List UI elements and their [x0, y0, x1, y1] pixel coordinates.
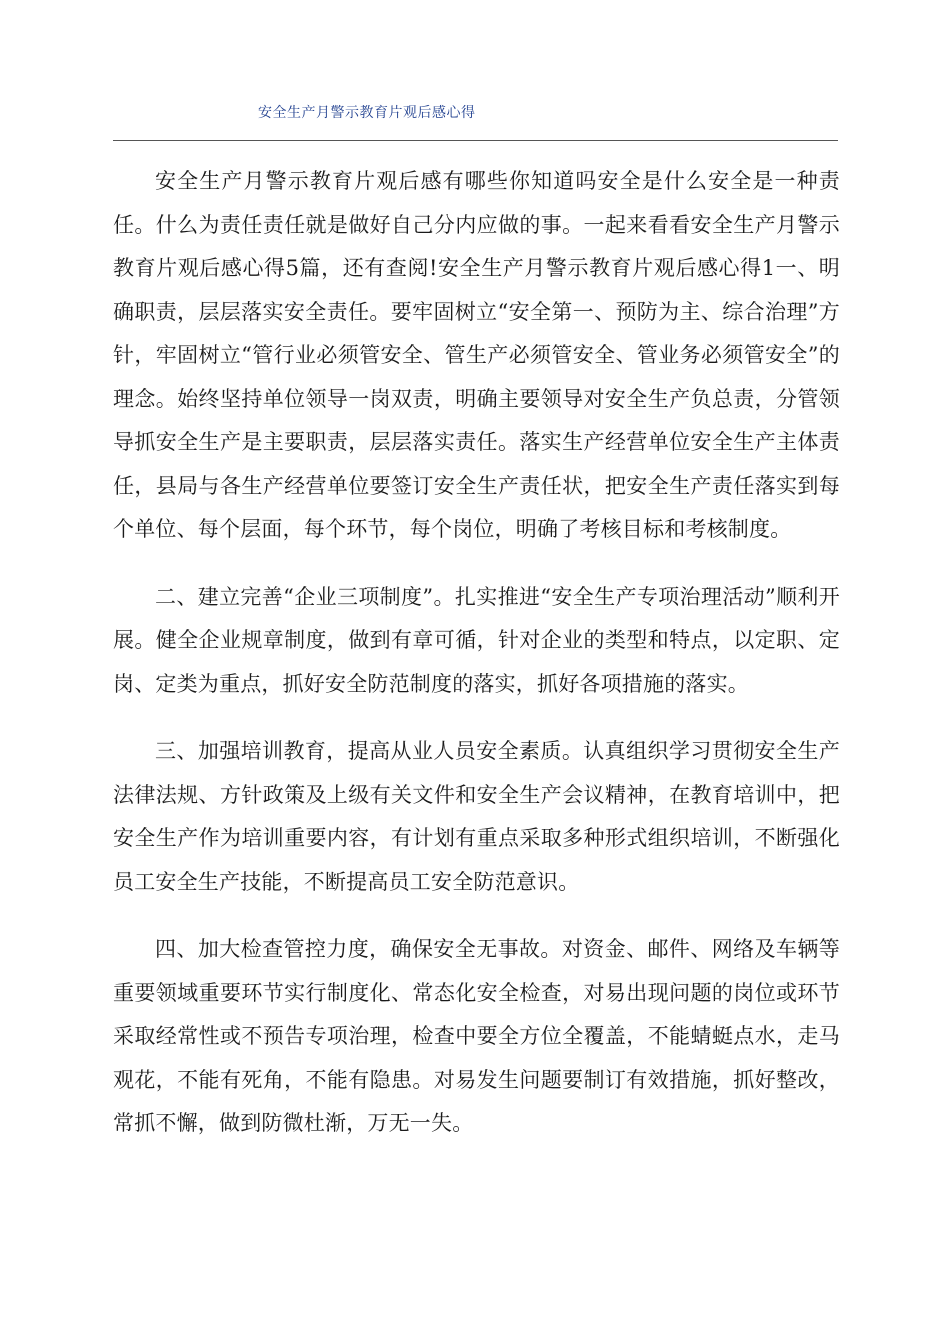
header-divider [113, 140, 838, 141]
paragraph-3: 三、加强培训教育，提高从业人员安全素质。认真组织学习贯彻安全生产法律法规、方针政策及上级有关文件和安全生产会议精神，在教育培训中，把安全生产作为培训重要内容，有计划有重点采取多种形式组织培训，不断强化员工安全生产技能，不断提高员工安全防范意识。 [113, 739, 840, 894]
paragraph-1: 安全生产月警示教育片观后感有哪些你知道吗安全是什么安全是一种责任。什么为责任责任就是做好自己分内应做的事。一起来看看安全生产月警示教育片观后感心得5篇，还有查阅!安全生产月警示教育片观后感心得1一、明确职责，层层落实安全责任。要牢固树立“安全第一、预防为主、综合治理”方针，牢固树立“管行业必须管安全、管生产必须管安全、管业务必须管安全”的理念。始终坚持单位领导一岗双责，明确主要领导对安全生产负总责，分管领导抓安全生产是主要职责，层层落实责任。落实生产经营单位安全生产主体责任，县局与各生产经营单位要签订安全生产责任状，把安全生产责任落实到每个单位、每个层面，每个环节，每个岗位，明确了考核目标和考核制度。 [113, 169, 840, 541]
paragraph-4: 四、加大检查管控力度，确保安全无事故。对资金、邮件、网络及车辆等重要领域重要环节实行制度化、常态化安全检查，对易出现问题的岗位或环节采取经常性或不预告专项治理，检查中要全方位全覆盖，不能蜻蜓点水，走马观花，不能有死角，不能有隐患。对易发生问题要制订有效措施，抓好整改，常抓不懈，做到防微杜渐，万无一失。 [113, 937, 840, 1135]
paragraph-2: 二、建立完善“企业三项制度”。扎实推进“安全生产专项治理活动”顺利开展。健全企业规章制度，做到有章可循，针对企业的类型和特点，以定职、定岗、定类为重点，抓好安全防范制度的落实，抓好各项措施的落实。 [113, 584, 840, 696]
document-body [113, 160, 840, 1170]
running-header: 安全生产月警示教育片观后感心得 [258, 105, 476, 121]
